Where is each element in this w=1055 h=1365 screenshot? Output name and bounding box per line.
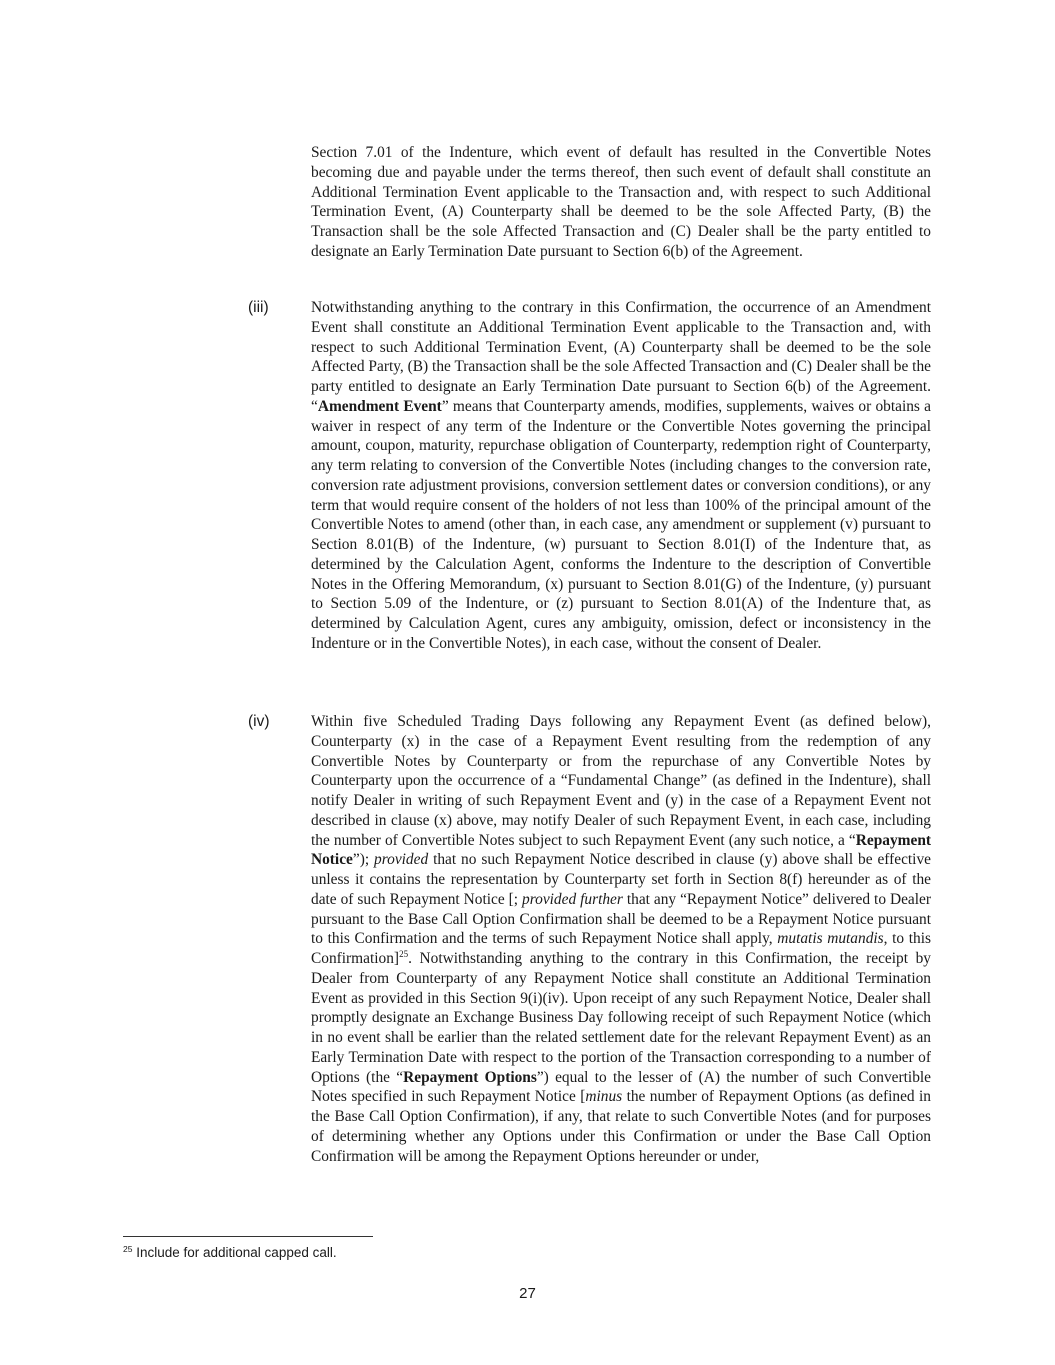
italic-minus: minus [585, 1088, 623, 1106]
continuation-text: Section 7.01 of the Indenture, which event of default has resulted in the Convertible Notes becoming due and payable under the terms thereof, then such event of default shall constitute an Additional Termination Event applicable to the Transaction and, with respect to such Additional Termination Event, (A) Counterparty shall be deemed to be the sole Affected Party, (B) the Transaction shall be the sole Affected Transaction and (C) Dealer shall be the party entitled to designate an Early Termination Date pursuant to Section 6(b) of the Agreement. [311, 144, 931, 260]
defined-term-amendment-event: Amendment Event [317, 397, 442, 415]
clause-iii-text: Notwithstanding anything to the contrary in this Confirmation, the occurrence of an Amendment Event shall constitute an Additional Termination Event applicable to the Transaction and, with respect to such Additional Termination Event, (A) Counterparty shall be deemed to be the sole Affected Party, (B) the Transaction shall be the sole Affected Transaction and (C) Dealer shall be the party entitled to designate an Early Termination Date pursuant to Section 6(b) of the Agreement. “ [311, 299, 931, 415]
clause-iii-text: ” means that Counterparty amends, modifies, supplements, waives or obtains a waiver in respect of any term of the Indenture or the Convertible Notes governing the principal amount, coupon, maturity, repurchase obligation of Counterparty, redemption right of Counterparty, any term relating to conversion of the Convertible Notes (including changes to the conversion rate, conversion rate adjustment provisions, conversion settlement dates or conversion conditions), or any term that would require consent of the holders of not less than 100% of the principal amount of the Convertible Notes to amend (other than, in each case, any amendment or supplement (v) pursuant to Section 8.01(B) of the Indenture, (w) pursuant to Section 8.01(I) of the Indenture that, as determined by the Calculation Agent, conforms the Indenture to the description of Convertible Notes in the Offering Memorandum, (x) pursuant to Section 8.01(G) of the Indenture, (y) pursuant to Section 5.09 of the Indenture, or (z) pursuant to Section 8.01(A) of the Indenture that, as determined by Calculation Agent, cures any ambiguity, omission, defect or inconsistency in the Indenture or in the Convertible Notes), in each case, without the consent of Dealer. [311, 397, 932, 652]
clause-iii-number: (iii) [248, 299, 269, 316]
continuation-paragraph [311, 143, 931, 262]
clause-iv-text: that any “Repayment Notice” delivered to Dealer pursuant to the Base Call Option Confirmation shall be deemed to be a Repayment Notice pursuant to this Confirmation and the terms of such Repayment Notice shall apply, [311, 890, 931, 948]
clause-iv-text: ”) equal to the lesser of (A) the number of such Convertible Notes specified in such Repayment Notice [ [311, 1068, 931, 1106]
footnote-number: 25 [123, 1244, 133, 1254]
italic-provided-further: provided further [522, 890, 623, 908]
clause-iii-paragraph [311, 298, 931, 654]
defined-term-repayment-notice: Repayment Notice [311, 831, 931, 869]
footnote [123, 1244, 337, 1262]
italic-provided: provided [374, 851, 429, 869]
italic-mutatis-mutandis: mutatis mutandis [777, 930, 884, 948]
defined-term-repayment-options: Repayment Options [403, 1068, 537, 1086]
footnote-separator [123, 1236, 373, 1237]
clause-iv-text: Within five Scheduled Trading Days following any Repayment Event (as defined below), Counterparty (x) in the case of a Repayment Event resulting from the redemption of any Convertible Notes by Counterparty or from the repurchase of any Convertible Notes by Counterparty upon the occurrence of a “Fundamental Change” (as defined in the Indenture), shall notify Dealer in writing of such Repayment Event and (y) in the case of a Repayment Event not described in clause (x) above, may notify Dealer of such Repayment Event, in each case, including the number of Convertible Notes subject to such Repayment Event (any such notice, a “ [311, 713, 931, 849]
clause-iv-text: . Notwithstanding anything to the contrary in this Confirmation, the receipt by Dealer from Counterparty of any Repayment Notice shall constitute an Additional Termination Event as provided in this Section 9(i)(iv). Upon receipt of any such Repayment Notice, Dealer shall promptly designate an Exchange Business Day following receipt of such Repayment Notice (which in no event shall be earlier than the related settlement date for the relevant Repayment Event) as an Early Termination Date with respect to the portion of the Transaction corresponding to a number of Options (the “ [311, 950, 931, 1086]
footnote-text: Include for additional capped call. [132, 1245, 337, 1260]
clause-iv-number: (iv) [248, 713, 270, 730]
clause-iv-paragraph [311, 712, 931, 1166]
footnote-reference[interactable]: 25 [399, 949, 409, 959]
page-number: 27 [519, 1285, 536, 1302]
clause-iv-text: ”); [352, 851, 375, 869]
clause-iv-text: the number of Repayment Options (as defined in the Base Call Option Confirmation), if any, that relate to such Convertible Notes (and for purposes of determining whether any Options under this Confirmation or under the Base Call Option Confirmation will be among the Repayment Options hereunder or under, [311, 1088, 932, 1165]
clause-iv-text: that no such Repayment Notice described in clause (y) above shall be effective unless it contains the representation by Counterparty set forth in Section 8(f) hereunder as of the date of such Repayment Notice [; [311, 851, 931, 908]
clause-iv-text: , to this Confirmation] [311, 930, 932, 967]
